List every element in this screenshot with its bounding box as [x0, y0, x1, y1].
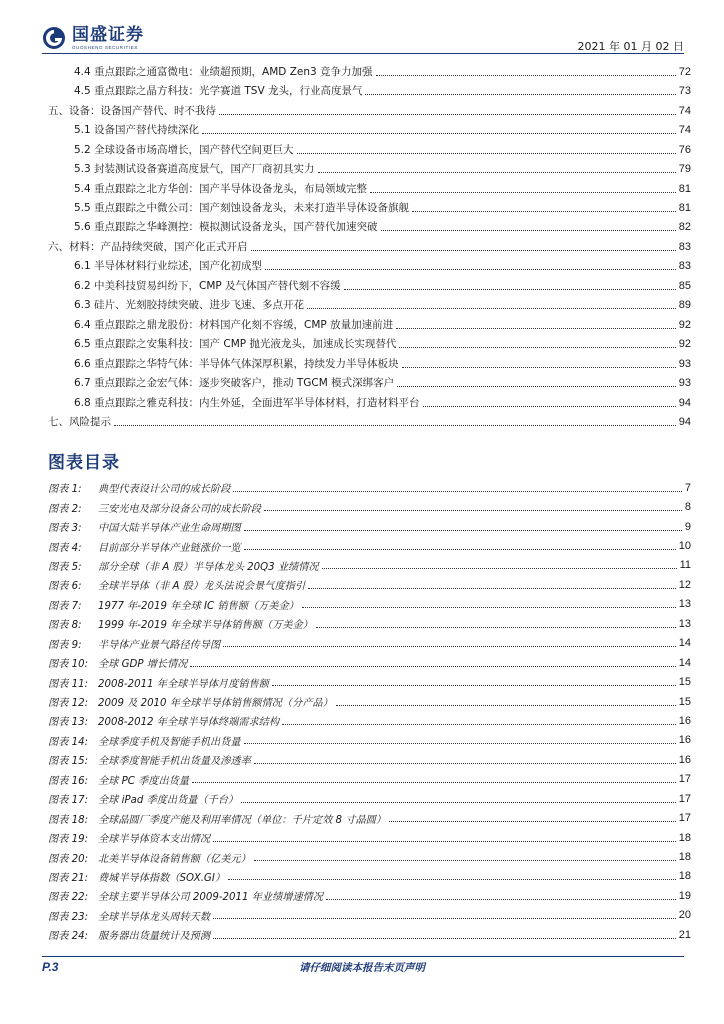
figure-entry[interactable] [48, 595, 691, 614]
figure-entry[interactable] [48, 770, 691, 789]
toc-entry-page: 82 [678, 221, 691, 234]
figure-entry[interactable] [48, 828, 691, 847]
figure-entry-title: 2008-2012 年全球半导体终端需求结构 [98, 717, 280, 729]
logo-name: 国盛证券 [72, 24, 144, 45]
toc-entry-page: 73 [678, 85, 691, 98]
figure-entry-label: 图表 21: [48, 872, 89, 884]
figure-entry-page: 9 [684, 520, 691, 533]
figure-entry-label: 图表 6: [48, 581, 82, 593]
figure-entry[interactable] [48, 789, 691, 808]
figure-entry-label: 图表 5: [48, 561, 82, 573]
figure-entry-page: 18 [678, 851, 691, 864]
dot-leader [396, 317, 676, 329]
figure-entry-title: 1999 年-2019 年全球半导体销售额（万美金） [98, 620, 313, 632]
figure-entry-title: 全球晶圆厂季度产能及利用率情况（单位：千片定效 8 寸晶圆） [98, 814, 387, 826]
figure-entry[interactable] [48, 556, 691, 575]
figure-entry-title: 部分全球（非 A 股）半导体龙头 20Q3 业绩情况 [98, 561, 319, 573]
company-logo [42, 24, 144, 52]
figure-entry[interactable] [48, 886, 691, 905]
figure-entry-title: 三安光电及部分设备公司的成长阶段 [98, 503, 261, 515]
toc-entry-title: 6.6 重点跟踪之华特气体：半导体气体深厚积累，持续发力半导体板块 [74, 357, 399, 370]
toc-entry-title: 6.2 中美科技贸易纠纷下，CMP 及气体国产替代刻不容缓 [74, 279, 341, 292]
figure-entry-title: 2008-2011 年全球半导体月度销售额 [98, 678, 269, 690]
toc-entry-title: 6.1 半导体材料行业综述，国产化初成型 [74, 260, 263, 273]
figure-entry-label: 图表 7: [48, 600, 82, 612]
figure-entry-label: 图表 20: [48, 853, 89, 865]
toc-entry-page: 79 [678, 163, 691, 176]
dot-leader [202, 122, 676, 134]
toc-entry-title: 6.7 重点跟踪之金宏气体：逐步突破客户，推动 TGCM 模式深绑客户 [74, 377, 395, 390]
page-header [0, 0, 724, 56]
dot-leader [297, 142, 676, 154]
figure-entry[interactable] [48, 692, 691, 711]
toc-entry-page: 74 [678, 104, 691, 117]
figure-entry-label: 图表 22: [48, 892, 89, 904]
header-divider [42, 53, 684, 54]
toc-entry-page: 76 [678, 143, 691, 156]
toc-entry-page: 92 [678, 338, 691, 351]
logo-subtitle: GUOSHENG SECURITIES [72, 44, 138, 50]
dot-leader [264, 499, 682, 511]
toc-entry-title: 6.3 硅片、光刻胶持续突破、进步飞速、多点开花 [74, 299, 305, 312]
figure-entry-label: 图表 16: [48, 775, 89, 787]
dot-leader [308, 577, 676, 589]
toc-entry[interactable] [48, 101, 691, 120]
figure-entry[interactable] [48, 517, 691, 536]
dot-leader [219, 103, 676, 115]
dot-leader [241, 791, 676, 803]
figure-entry-label: 图表 9: [48, 639, 82, 651]
figure-entry[interactable] [48, 847, 691, 866]
toc-entry-page: 83 [678, 260, 691, 273]
figure-entry-page: 17 [678, 812, 691, 825]
figure-entry[interactable] [48, 536, 691, 555]
figure-entry-label: 图表 12: [48, 698, 89, 710]
toc-entry-page: 81 [678, 182, 691, 195]
figure-entry[interactable] [48, 750, 691, 769]
toc-entry[interactable] [48, 335, 691, 354]
toc-entry-title: 五、设备：设备国产替代、时不我待 [48, 104, 216, 117]
toc-entry-title: 6.8 重点跟踪之雅克科技：内生外延，全面进军半导体材料，打造材料平台 [74, 396, 420, 409]
toc-entry[interactable] [48, 81, 691, 100]
toc-entry-title: 4.4 重点跟踪之通富微电：业绩超预期，AMD Zen3 竞争力加强 [74, 65, 373, 78]
dot-leader [282, 713, 676, 725]
figure-entry-page: 20 [678, 909, 691, 922]
figure-entry-label: 图表 23: [48, 911, 89, 923]
dot-leader [381, 219, 676, 231]
figure-entry-page: 8 [684, 501, 691, 514]
toc-entry-page: 89 [678, 299, 691, 312]
figure-entry[interactable] [48, 634, 691, 653]
figure-entry-title: 1977 年-2019 年全球 IC 销售额（万美金） [98, 600, 299, 612]
figure-entry[interactable] [48, 575, 691, 594]
dot-leader [344, 278, 676, 290]
toc-entry-title: 5.1 设备国产替代持续深化 [74, 124, 200, 137]
toc-entry-title: 5.3 封装测试设备赛道高度景气，国产厂商初具实力 [74, 163, 315, 176]
figure-entry-page: 18 [678, 870, 691, 883]
figure-entry-title: 全球季度手机及智能手机出货量 [98, 736, 241, 748]
toc-entry[interactable] [48, 237, 691, 256]
figure-entry-title: 全球半导体（非 A 股）龙头法说会景气度指引 [98, 581, 306, 593]
dot-leader [399, 336, 675, 348]
toc-entry[interactable] [48, 218, 691, 237]
figure-entry-page: 17 [678, 773, 691, 786]
dot-leader [326, 888, 676, 900]
toc-entry-title: 5.4 重点跟踪之北方华创：国产半导体设备龙头，布局领域完整 [74, 182, 368, 195]
toc-entry[interactable] [48, 257, 691, 276]
toc-entry-title: 六、材料：产品持续突破，国产化正式开启 [48, 240, 248, 253]
figure-entry-label: 图表 10: [48, 659, 89, 671]
page-number: P.3 [42, 960, 59, 974]
dot-leader [370, 181, 676, 193]
dot-leader [254, 752, 676, 764]
toc-entry-page: 94 [678, 416, 691, 429]
figure-entry-title: 全球季度智能手机出货量及渗透率 [98, 756, 251, 768]
figure-entry-title: 半导体产业景气路径传导图 [98, 639, 221, 651]
dot-leader [307, 297, 676, 309]
toc-entry-title: 5.5 重点跟踪之中微公司：国产刻蚀设备龙头，未来打造半导体设备旗舰 [74, 202, 410, 215]
figure-entry-label: 图表 13: [48, 717, 89, 729]
dot-leader [233, 480, 681, 492]
figure-entry-page: 15 [678, 695, 691, 708]
dot-leader [412, 200, 676, 212]
figure-entry-label: 图表 17: [48, 795, 89, 807]
figure-entry-title: 全球半导体资本支出情况 [98, 834, 211, 846]
dot-leader [192, 771, 676, 783]
toc-entry[interactable] [48, 374, 691, 393]
dot-leader [228, 868, 676, 880]
figure-entry-page: 16 [678, 734, 691, 747]
disclaimer-note: 请仔细阅读本报告末页声明 [299, 962, 425, 974]
toc-entry-page: 92 [678, 318, 691, 331]
figure-entry-label: 图表 24: [48, 931, 89, 943]
dot-leader [316, 616, 676, 628]
toc-entry[interactable] [48, 198, 691, 217]
figures-heading: 图表目录 [48, 453, 120, 473]
dot-leader [336, 694, 676, 706]
toc-entry-title: 5.2 全球设备市场高增长，国产替代空间更巨大 [74, 143, 294, 156]
figure-entry-label: 图表 19: [48, 834, 89, 846]
dot-leader [190, 655, 675, 667]
figure-entry-page: 13 [678, 617, 691, 630]
dot-leader [272, 674, 676, 686]
figure-entry-title: 北美半导体设备销售额（亿美元） [98, 853, 251, 865]
toc-entry-title: 七、风险提示 [48, 416, 111, 429]
dot-leader [213, 927, 676, 939]
toc-entry[interactable] [48, 62, 691, 81]
toc-entry[interactable] [48, 179, 691, 198]
figure-entry-page: 12 [678, 578, 691, 591]
figure-entry-label: 图表 4: [48, 542, 82, 554]
dot-leader [254, 849, 676, 861]
toc-entry-page: 94 [678, 396, 691, 409]
dot-leader [318, 161, 676, 173]
figure-entry[interactable] [48, 731, 691, 750]
guosheng-logo-icon [42, 26, 66, 50]
toc-entry-page: 93 [678, 377, 691, 390]
figure-entry-title: 全球 GDP 增长情况 [98, 659, 188, 671]
figure-entry[interactable] [48, 906, 691, 925]
dot-leader [251, 239, 676, 251]
dot-leader [265, 258, 676, 270]
toc-entry[interactable] [48, 412, 691, 431]
table-of-contents [48, 62, 691, 432]
figure-entry[interactable] [48, 867, 691, 886]
toc-entry-page: 72 [678, 65, 691, 78]
toc-entry[interactable] [48, 315, 691, 334]
figure-entry[interactable] [48, 711, 691, 730]
toc-entry-title: 5.6 重点跟踪之华峰测控：模拟测试设备龙头，国产替代加速突破 [74, 221, 378, 234]
toc-entry-page: 81 [678, 202, 691, 215]
dot-leader [213, 830, 676, 842]
dot-leader [244, 519, 682, 531]
toc-entry[interactable] [48, 140, 691, 159]
dot-leader [213, 907, 676, 919]
figure-entry-label: 图表 14: [48, 736, 89, 748]
figure-entry-label: 图表 2: [48, 503, 82, 515]
figure-entry-title: 全球 PC 季度出货量 [98, 775, 190, 787]
dot-leader [223, 635, 676, 647]
figure-entry-page: 19 [678, 889, 691, 902]
figure-entry-page: 15 [678, 676, 691, 689]
figure-entry[interactable] [48, 808, 691, 827]
report-date: 2021 年 01 月 02 日 [577, 40, 684, 53]
figure-entry-page: 13 [678, 598, 691, 611]
toc-entry[interactable] [48, 120, 691, 139]
toc-entry-title: 6.4 重点跟踪之鼎龙股份：材料国产化刻不容缓，CMP 放量加速前进 [74, 318, 394, 331]
figure-entry-label: 图表 15: [48, 756, 89, 768]
figure-entry-page: 14 [678, 656, 691, 669]
logo-text-block [72, 26, 144, 51]
toc-entry[interactable] [48, 159, 691, 178]
figure-entry[interactable] [48, 925, 691, 944]
dot-leader [302, 596, 676, 608]
figure-index [48, 478, 691, 945]
toc-entry[interactable] [48, 276, 691, 295]
figure-entry[interactable] [48, 672, 691, 691]
toc-entry[interactable] [48, 296, 691, 315]
figure-entry-page: 21 [678, 928, 691, 941]
toc-entry-page: 85 [678, 279, 691, 292]
figure-entry-title: 目前部分半导体产业链涨价一览 [98, 542, 241, 554]
toc-entry-page: 83 [678, 240, 691, 253]
figure-entry-title: 费城半导体指数（SOX.GI） [98, 872, 226, 884]
figure-entry-title: 全球半导体龙头周转天数 [98, 911, 211, 923]
toc-entry-title: 4.5 重点跟踪之晶方科技：光学赛道 TSV 龙头，行业高度景气 [74, 85, 363, 98]
figure-entry-label: 图表 18: [48, 814, 89, 826]
dot-leader [244, 732, 676, 744]
dot-leader [322, 557, 677, 569]
figure-entry-page: 11 [679, 559, 691, 572]
toc-entry-page: 93 [678, 357, 691, 370]
figure-entry-page: 18 [678, 831, 691, 844]
figure-entry-title: 典型代表设计公司的成长阶段 [98, 484, 231, 496]
figure-entry[interactable] [48, 653, 691, 672]
figure-entry-page: 16 [678, 753, 691, 766]
toc-entry-page: 74 [678, 124, 691, 137]
figure-entry-label: 图表 1: [48, 484, 82, 496]
dot-leader [402, 356, 676, 368]
dot-leader [397, 375, 676, 387]
figure-entry-label: 图表 8: [48, 620, 82, 632]
figure-entry-page: 10 [678, 540, 691, 553]
dot-leader [376, 64, 676, 76]
footer-divider [42, 956, 684, 957]
figure-entry-page: 7 [684, 481, 691, 494]
toc-entry[interactable] [48, 354, 691, 373]
toc-entry[interactable] [48, 393, 691, 412]
figure-entry-page: 16 [678, 714, 691, 727]
figure-entry-title: 全球主要半导体公司 2009-2011 年业绩增速情况 [98, 892, 324, 904]
figure-entry-title: 服务器出货量统计及预测 [98, 931, 211, 943]
dot-leader [365, 83, 675, 95]
dot-leader [389, 810, 676, 822]
figure-entry-page: 14 [678, 637, 691, 650]
figure-entry-title: 全球 iPad 季度出货量（千台） [98, 795, 239, 807]
dot-leader [244, 538, 676, 550]
figure-entry-page: 17 [678, 792, 691, 805]
figure-entry[interactable] [48, 614, 691, 633]
dot-leader [423, 395, 676, 407]
figure-entry-title: 2009 及 2010 年全球半导体销售额情况（分产品） [98, 698, 333, 710]
dot-leader [114, 414, 676, 426]
figure-entry[interactable] [48, 497, 691, 516]
figure-entry-label: 图表 3: [48, 523, 82, 535]
figure-entry-label: 图表 11: [48, 678, 89, 690]
toc-entry-title: 6.5 重点跟踪之安集科技：国产 CMP 抛光液龙头，加速成长实现替代 [74, 338, 397, 351]
figure-entry-title: 中国大陆半导体产业生命周期图 [98, 523, 241, 535]
figure-entry[interactable] [48, 478, 691, 497]
